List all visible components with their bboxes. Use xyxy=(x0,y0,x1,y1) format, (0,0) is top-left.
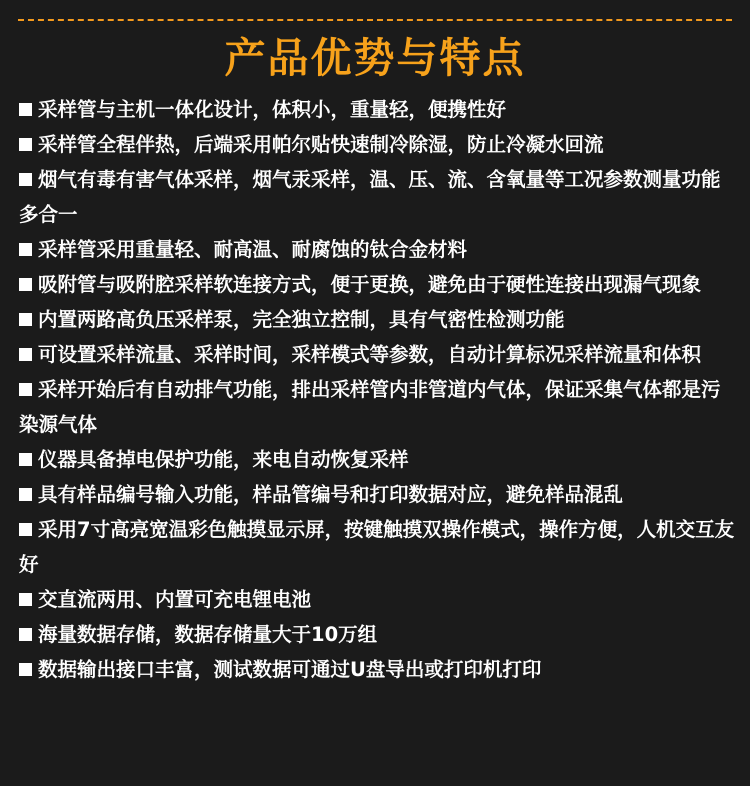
list-item xyxy=(19,652,736,687)
square-bullet-icon xyxy=(19,278,32,291)
feature-text: 采样开始后有自动排气功能，排出采样管内非管道内气体，保证采集气体都是污染源气体 xyxy=(19,378,721,436)
square-bullet-icon xyxy=(19,488,32,501)
top-dashed-divider xyxy=(18,19,732,21)
feature-text: 采样管采用重量轻、耐高温、耐腐蚀的钛合金材料 xyxy=(38,238,468,261)
square-bullet-icon xyxy=(19,663,32,676)
feature-text: 可设置采样流量、采样时间，采样模式等参数，自动计算标况采样流量和体积 xyxy=(38,343,702,366)
square-bullet-icon xyxy=(19,313,32,326)
list-item xyxy=(19,267,736,302)
list-item xyxy=(19,582,736,617)
feature-text: 内置两路高负压采样泵，完全独立控制，具有气密性检测功能 xyxy=(38,308,565,331)
list-item xyxy=(19,512,736,582)
list-item xyxy=(19,92,736,127)
list-item xyxy=(19,302,736,337)
square-bullet-icon xyxy=(19,103,32,116)
square-bullet-icon xyxy=(19,138,32,151)
feature-text: 数据输出接口丰富，测试数据可通过U盘导出或打印机打印 xyxy=(38,658,542,681)
list-item xyxy=(19,162,736,232)
feature-text: 海量数据存储，数据存储量大于10万组 xyxy=(38,623,378,646)
square-bullet-icon xyxy=(19,628,32,641)
square-bullet-icon xyxy=(19,173,32,186)
square-bullet-icon xyxy=(19,383,32,396)
list-item xyxy=(19,337,736,372)
list-item xyxy=(19,232,736,267)
square-bullet-icon xyxy=(19,523,32,536)
square-bullet-icon xyxy=(19,593,32,606)
list-item xyxy=(19,127,736,162)
list-item xyxy=(19,442,736,477)
feature-text: 采用7寸高亮宽温彩色触摸显示屏，按键触摸双操作模式，操作方便，人机交互友好 xyxy=(19,518,735,576)
square-bullet-icon xyxy=(19,243,32,256)
feature-text: 仪器具备掉电保护功能，来电自动恢复采样 xyxy=(38,448,409,471)
feature-list xyxy=(19,92,736,687)
page-title: 产品优势与特点 xyxy=(224,34,526,82)
feature-text: 吸附管与吸附腔采样软连接方式，便于更换，避免由于硬性连接出现漏气现象 xyxy=(38,273,702,296)
list-item xyxy=(19,617,736,652)
square-bullet-icon xyxy=(19,453,32,466)
list-item xyxy=(19,372,736,442)
feature-text: 烟气有毒有害气体采样，烟气汞采样，温、压、流、含氧量等工况参数测量功能多合一 xyxy=(19,168,721,226)
square-bullet-icon xyxy=(19,348,32,361)
list-item xyxy=(19,477,736,512)
feature-text: 采样管与主机一体化设计，体积小，重量轻，便携性好 xyxy=(38,98,507,121)
feature-text: 具有样品编号输入功能，样品管编号和打印数据对应，避免样品混乱 xyxy=(38,483,624,506)
feature-text: 交直流两用、内置可充电锂电池 xyxy=(38,588,312,611)
feature-text: 采样管全程伴热，后端采用帕尔贴快速制冷除湿，防止冷凝水回流 xyxy=(38,133,604,156)
